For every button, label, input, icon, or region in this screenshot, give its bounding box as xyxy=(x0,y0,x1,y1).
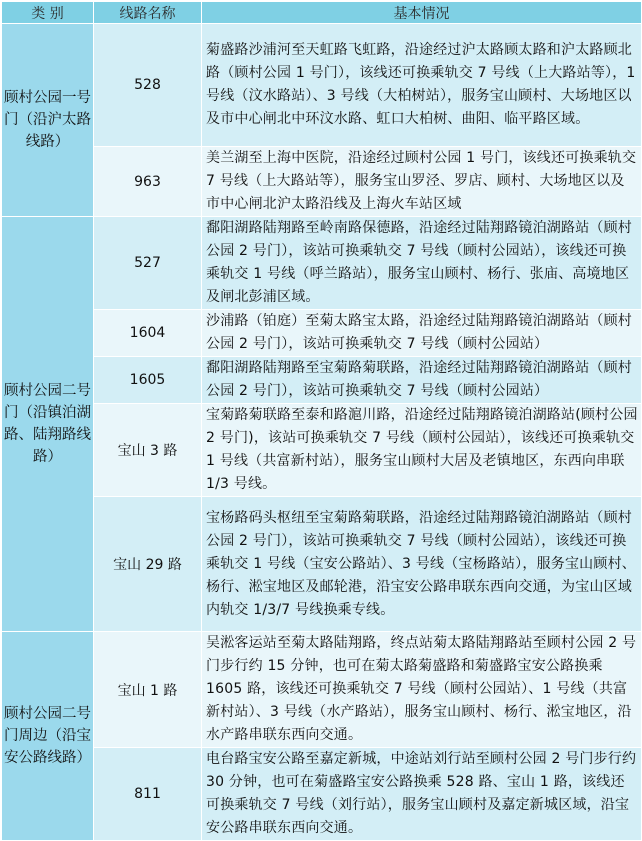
header-row xyxy=(2,2,642,24)
line-name-cell: 528 xyxy=(94,24,202,147)
table-row xyxy=(2,357,642,404)
table-row xyxy=(2,147,642,217)
line-name-cell: 1605 xyxy=(94,357,202,404)
bus-route-table xyxy=(1,1,642,841)
info-cell: 鄱阳湖路陆翔路至宝菊路菊联路，沿途经过陆翔路镜泊湖路站（顾村公园 2 号门），该站可换乘轨交 7 号线（顾村公园站） xyxy=(202,357,642,404)
table-row xyxy=(2,748,642,841)
line-name-cell: 1604 xyxy=(94,310,202,357)
info-cell: 电台路宝安公路至嘉定新城，中途站刘行站至顾村公园 2 号门步行约 30 分钟，也可在菊盛路宝安公路换乘 528 路、宝山 1 路，该线还可换乘轨交 7 号线（刘行站），服务宝山顾村及嘉定新城区域，沿宝安公路串联东西向交通。 xyxy=(202,748,642,841)
table-row xyxy=(2,24,642,147)
info-cell: 宝菊路菊联路至泰和路滬川路，沿途经过陆翔路镜泊湖路站(顾村公园 2 号门)，该站可换乘轨交 7 号线（顾村公园站），该线还可换乘轨交 1 号线（共富新村站），服务宝山顾村大居及老镇地区，东西向串联 1/3 号线。 xyxy=(202,404,642,497)
info-cell: 鄱阳湖路陆翔路至岭南路保德路，沿途经过陆翔路镜泊湖路站（顾村公园 2 号门），该站可换乘轨交 7 号线（顾村公园站），该线还可换乘轨交 1 号线（呼兰路站），服务宝山顾村、杨行、张庙、高境地区及闸北彭浦区域。 xyxy=(202,217,642,310)
info-cell: 沙浦路（铂庭）至菊太路宝太路，沿途经过陆翔路镜泊湖路站（顾村公园 2 号门），该站可换乘轨交 7 号线（顾村公园站） xyxy=(202,310,642,357)
info-cell: 吴淞客运站至菊太路陆翔路，终点站菊太路陆翔路站至顾村公园 2 号门步行约 15 分钟，也可在菊太路菊盛路和菊盛路宝安公路换乘 1605 路，该线还可换乘轨交 7 号线（顾村公园站）、1 号线（共富新村站）、3 号线（水产路站），服务宝山顾村、杨行、淞宝地区，沿水产路串联东西向交通。 xyxy=(202,632,642,748)
info-cell: 美兰湖至上海中医院，沿途经过顾村公园 1 号门，该线还可换乘轨交 7 号线（上大路站等），服务宝山罗泾、罗店、顾村、大场地区以及市中心闸北沪太路沿线及上海火车站区域 xyxy=(202,147,642,217)
line-name-cell: 宝山 3 路 xyxy=(94,404,202,497)
table-row xyxy=(2,632,642,748)
line-name-cell: 963 xyxy=(94,147,202,217)
table-row xyxy=(2,404,642,497)
category-cell: 顾村公园一号门（沿沪太路线路） xyxy=(2,24,94,217)
line-name-cell: 811 xyxy=(94,748,202,841)
header-basic-info: 基本情况 xyxy=(202,2,642,24)
line-name-cell: 宝山 1 路 xyxy=(94,632,202,748)
table-row xyxy=(2,217,642,310)
line-name-cell: 527 xyxy=(94,217,202,310)
info-cell: 菊盛路沙浦河至天虹路飞虹路，沿途经过沪太路顾太路和沪太路顾北路（顾村公园 1 号门），该线还可换乘轨交 7 号线（上大路站等），1 号线（汶水路站）、3 号线（大柏树站），服务宝山顾村、大场地区以及市中心闸北中环汶水路、虹口大柏树、曲阳、临平路区域。 xyxy=(202,24,642,147)
category-cell: 顾村公园二号门周边（沿宝安公路线路） xyxy=(2,632,94,841)
info-cell: 宝杨路码头枢纽至宝菊路菊联路，沿途经过陆翔路镜泊湖路站（顾村公园 2 号门），该站可换乘轨交 7 号线（顾村公园站），该线还可换乘轨交 1 号线（宝安公路站）、3 号线（宝杨路站），服务宝山顾村、杨行、淞宝地区及邮轮港，沿宝安公路串联东西向交通，为宝山区域内轨交 1/3/7 号线换乘专线。 xyxy=(202,497,642,632)
header-line-name: 线路名称 xyxy=(94,2,202,24)
line-name-cell: 宝山 29 路 xyxy=(94,497,202,632)
category-cell: 顾村公园二号门（沿镇泊湖路、陆翔路线路） xyxy=(2,217,94,632)
header-category: 类 别 xyxy=(2,2,94,24)
table-row xyxy=(2,310,642,357)
table-row xyxy=(2,497,642,632)
